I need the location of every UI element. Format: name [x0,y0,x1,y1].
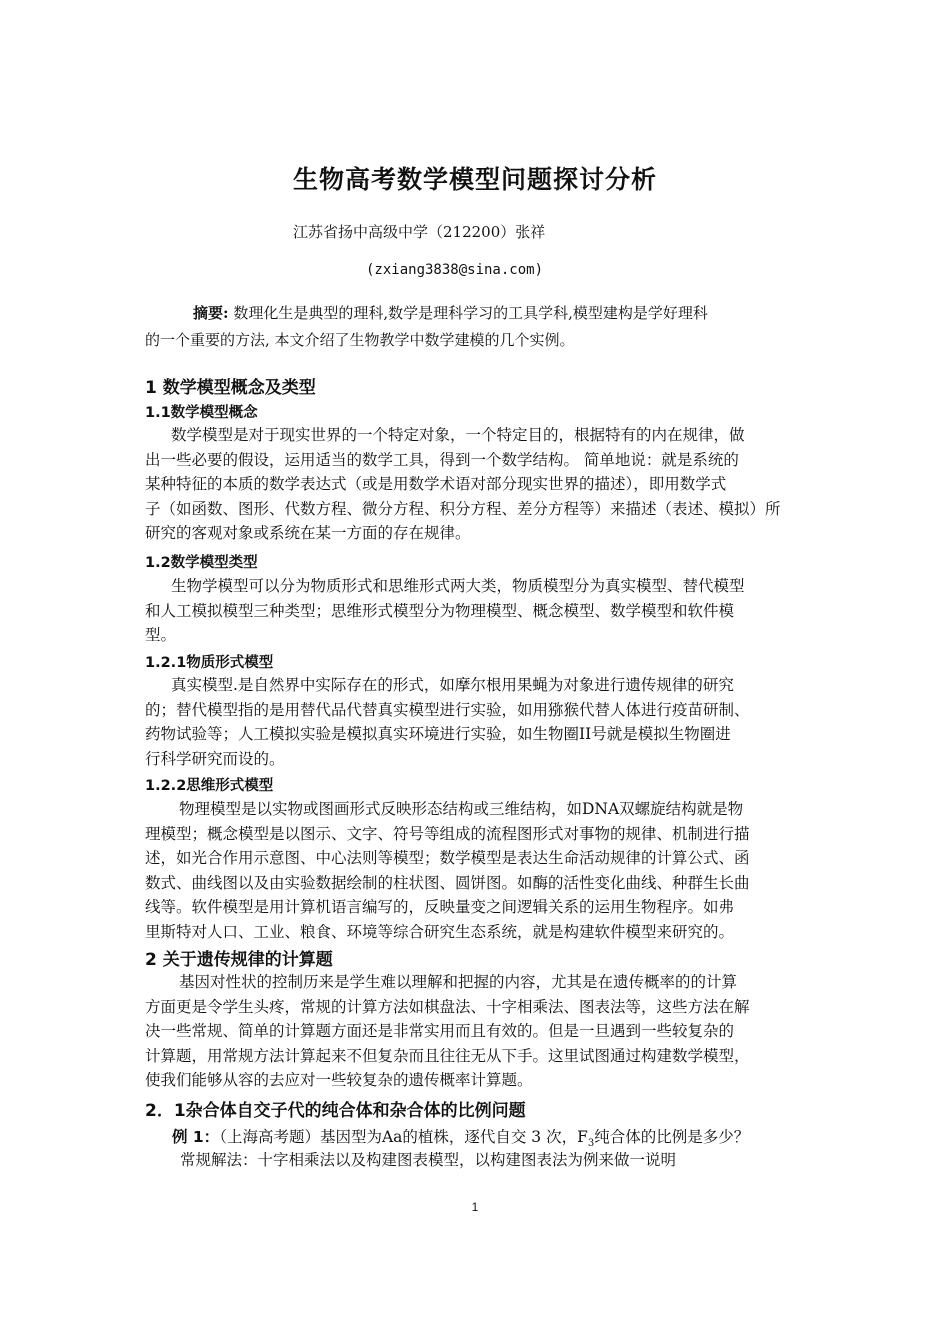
section-1-2-1-paragraph [145,673,810,771]
abstract-label: 摘要: [193,304,229,322]
section-1-2-heading: 1.2数学模型类型 [145,555,258,571]
paper-title: 生物高考数学模型问题探讨分析 [292,165,657,194]
paragraph-line: 研究的客观对象或系统在某一方面的存在规律。 [145,524,471,542]
abstract-line-1 [145,300,807,327]
example-subscript: 3 [587,1138,595,1150]
example-label: 例 1： [172,1128,220,1146]
paragraph-line: 基因对性状的控制历来是学生难以理解和把握的内容，尤其是在遗传概率的的计算 [179,973,738,991]
example-text-a: （上海高考题）基因型为Aa的植株，逐代自交 3 次，F [219,1128,588,1146]
section-2-1-heading: 2．1杂合体自交子代的纯合体和杂合体的比例问题 [145,1101,526,1121]
paragraph-line: 使我们能够从容的去应对一些较复杂的遗传概率计算题。 [145,1071,533,1089]
abstract-line-2: 的一个重要的方法, 本文介绍了生物教学中数学建模的几个实例。 [145,331,575,349]
paragraph-line: 出一些必要的假设，运用适当的数学工具，得到一个数学结构。 简单地说：就是系统的 [145,450,739,469]
section-1-2-paragraph [145,574,810,648]
section-1-2-2-heading: 1.2.2思维形式模型 [145,778,274,794]
paragraph-line: 某种特征的本质的数学表达式（或是用数学术语对部分现实世界的描述），即用数学式 [145,475,727,493]
author-email: (zxiang3838@sina.com) [366,262,544,278]
paragraph-line: 里斯特对人口、工业、粮食、环境等综合研究生态系统，就是构建软件模型来研究的。 [145,922,735,941]
paragraph-line: 真实模型.是自然界中实际存在的形式，如摩尔根用果蝇为对象进行遗传规律的研究 [171,676,734,694]
section-1-2-2-paragraph [145,797,810,944]
paragraph-line: 物理模型是以实物或图画形式反映形态结构或三维结构，如DNA双螺旋结构就是物 [179,800,744,818]
paragraph-line: 线等。软件模型是用计算机语言编写的，反映量变之间逻辑关系的运用生物程序。如弗 [145,898,735,916]
page-number: 1 [471,1200,479,1214]
method-line: 常规解法：十字相乘法以及构建图表模型，以构建图表法为例来做一说明 [180,1151,677,1169]
section-1-heading: 1 数学模型概念及类型 [145,378,316,398]
paragraph-line: 的；替代模型指的是用替代品代替真实模型进行实验，如用猕猴代替人体进行疫苗研制、 [145,700,750,719]
paragraph-line: 计算题，用常规方法计算起来不但复杂而且往往无从下手。这里试图通过构建数学模型， [145,1046,750,1065]
paragraph-line: 方面更是令学生头疼，常规的计算方法如棋盘法、十字相乘法、图表法等，这些方法在解 [145,997,750,1016]
paragraph-line: 数式、曲线图以及由实验数据绘制的柱状图、圆饼图。如酶的活性变化曲线、种群生长曲 [145,873,750,892]
section-1-2-1-heading: 1.2.1物质形式模型 [145,655,274,671]
paragraph-line: 药物试验等；人工模拟实验是模拟真实环境进行实验，如生物圈II号就是模拟生物圈进 [145,725,731,743]
paragraph-line: 数学模型是对于现实世界的一个特定对象，一个特定目的，根据特有的内在规律，做 [171,426,745,444]
section-2-heading: 2 关于遗传规律的计算题 [145,950,333,970]
section-2-paragraph [145,970,810,1093]
paragraph-line: 和人工模拟模型三种类型；思维形式模型分为物理模型、概念模型、数学模型和软件模 [145,601,735,620]
section-1-1-paragraph [145,423,810,546]
abstract [145,300,807,354]
paragraph-line: 型。 [145,626,177,644]
paragraph-line: 理模型；概念模型是以图示、文字、符号等组成的流程图形式对事物的规律、机制进行描 [145,824,750,843]
example-1 [172,1125,749,1149]
paragraph-line: 生物学模型可以分为物质形式和思维形式两大类，物质模型分为真实模型、替代模型 [171,577,745,595]
abstract-text-1: 数理化生是典型的理科,数学是理科学习的工具学科,模型建构是学好理科 [233,304,708,322]
paragraph-line: 决一些常规、简单的计算题方面还是非常实用而且有效的。但是一旦遇到一些较复杂的 [145,1022,735,1040]
author-line: 江苏省扬中高级中学（212200）张祥 [293,223,546,241]
paragraph-line: 行科学研究而设的。 [145,749,285,768]
example-text-b: 纯合体的比例是多少？ [594,1128,750,1146]
paragraph-line: 子（如函数、图形、代数方程、微分方程、积分方程、差分方程等）来描述（表述、模拟）所 [145,499,781,518]
paragraph-line: 述，如光合作用示意图、中心法则等模型；数学模型是表达生命活动规律的计算公式、函 [145,849,750,867]
section-1-1-heading: 1.1数学模型概念 [145,405,258,421]
